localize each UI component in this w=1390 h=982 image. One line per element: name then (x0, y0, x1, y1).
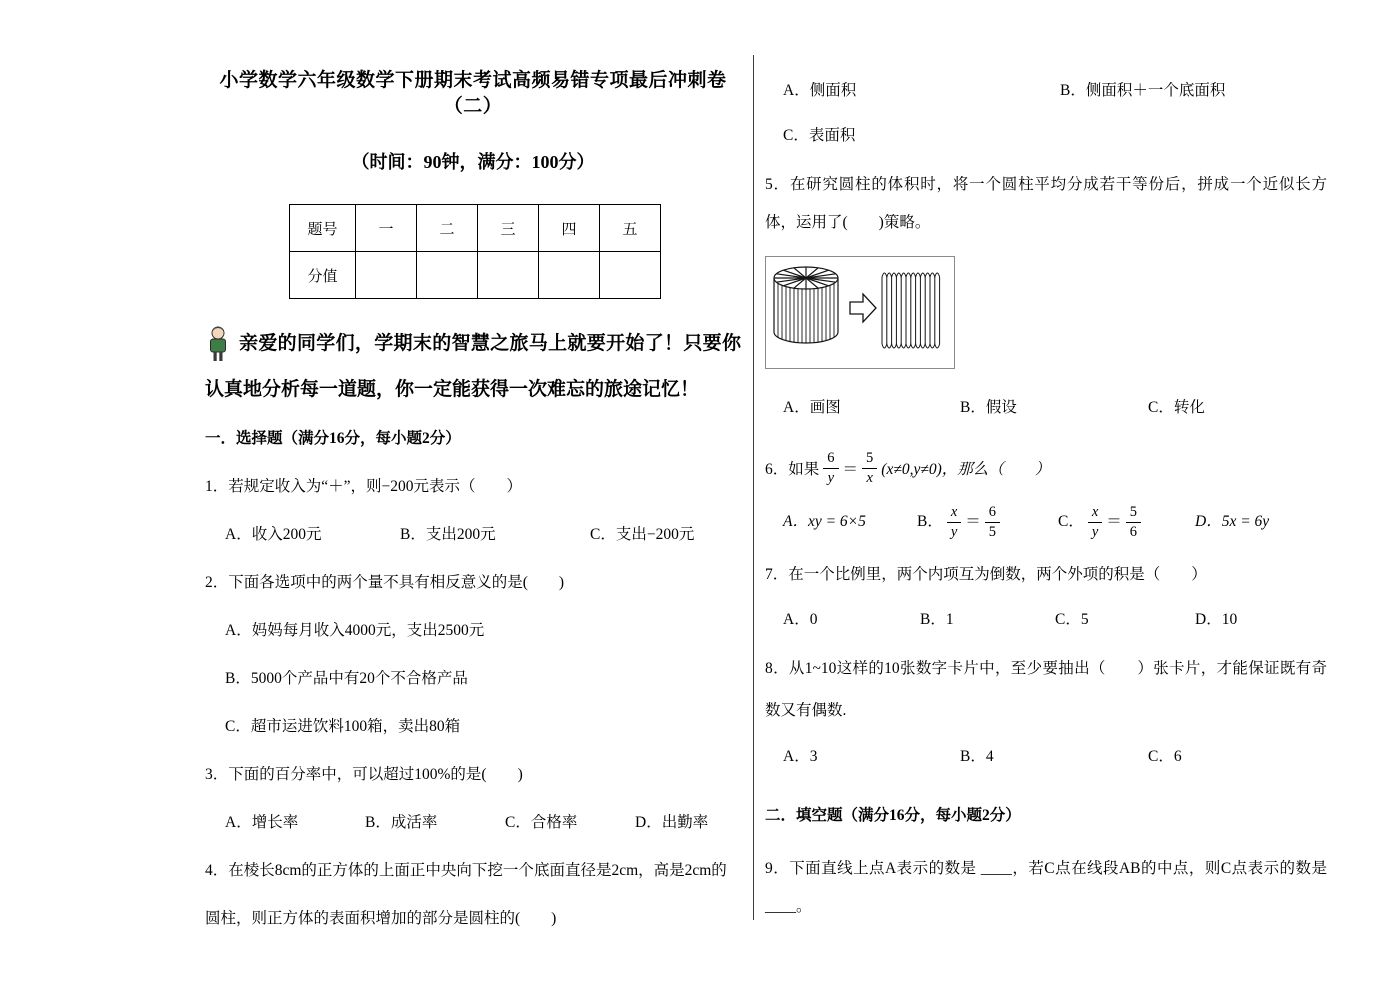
q1-option-b: B．支出200元 (400, 526, 496, 543)
score-cell (417, 252, 478, 299)
right-arrow-icon (850, 294, 876, 322)
q2-text: 2．下面各选项中的两个量不具有相反意义的是( ) (205, 574, 565, 591)
section-heading-choice: 一．选择题（满分16分，每小题2分） (205, 430, 461, 447)
equals-sign: ＝ (842, 461, 859, 478)
score-cell (600, 252, 661, 299)
q3-option-d: D．出勤率 (635, 814, 709, 831)
intro-paragraph (205, 321, 741, 413)
q6-option-a: A．xy = 6×5 (783, 513, 866, 530)
q7-option-b: B．1 (920, 611, 954, 628)
fraction (947, 504, 961, 540)
q9-text: 9．下面直线上点A表示的数是 ____，若C点在线段AB的中点，则C点表示的数是 ____。 (765, 860, 1327, 915)
q5-option-b: B．假设 (960, 399, 1017, 416)
score-cell (356, 252, 417, 299)
q3-option-b: B．成活率 (365, 814, 438, 831)
equals-sign: ＝ (1106, 513, 1122, 530)
q8-option-a: A．3 (783, 748, 818, 765)
q8-text: 8．从1~10这样的10张数字卡片中，至少要抽出（ ）张卡片，才能保证既有奇数又有偶数. (765, 660, 1327, 719)
option-label: B． (917, 513, 943, 530)
fraction-denominator: 6 (1129, 523, 1138, 540)
student-cartoon-image (205, 325, 231, 363)
q2-option-a: A．妈妈每月收入4000元，支出2500元 (225, 622, 485, 639)
score-table-col-4: 四 (539, 205, 600, 252)
q6-lead: 6．如果 (765, 461, 820, 478)
fraction (823, 450, 838, 486)
q4-text: 4．在棱长8cm的正方体的上面正中央向下挖一个底面直径是2cm，高是2cm的圆柱，则正方体的表面积增加的部分是圆柱的( ) (205, 862, 727, 927)
q7-option-d: D．10 (1195, 611, 1238, 628)
fraction (985, 504, 1000, 540)
cylinder-to-prism-figure (768, 260, 950, 360)
fraction (1088, 504, 1102, 540)
column-divider (753, 55, 754, 920)
equals-sign: ＝ (965, 513, 981, 530)
q8-option-b: B．4 (960, 748, 994, 765)
fraction-numerator: x (947, 504, 961, 523)
q6-text (765, 440, 1327, 496)
fraction (862, 450, 877, 486)
left-column (205, 68, 741, 943)
q4-option-b: B．侧面积＋一个底面积 (1060, 82, 1226, 99)
q1-option-c: C．支出−200元 (590, 526, 695, 543)
q5-option-a: A．画图 (783, 399, 841, 416)
fraction-denominator: y (1091, 523, 1099, 540)
fraction-denominator: x (866, 469, 873, 486)
score-table-header-row (290, 205, 661, 252)
fraction-numerator: 5 (862, 450, 877, 469)
score-table-col-2: 二 (417, 205, 478, 252)
q6-option-b (917, 498, 1058, 546)
q8-option-c: C．6 (1148, 748, 1182, 765)
q5-figure (765, 256, 955, 369)
score-table-col-3: 三 (478, 205, 539, 252)
q6-options (765, 498, 1327, 546)
score-table-col-5: 五 (600, 205, 661, 252)
score-table-score-label: 分值 (290, 252, 356, 299)
fraction-denominator: y (950, 523, 958, 540)
q4-options-row1 (765, 68, 1327, 113)
page-title: 小学数学六年级数学下册期末考试高频易错专项最后冲刺卷（二） (219, 70, 727, 117)
q3-option-c: C．合格率 (505, 814, 578, 831)
q7-text: 7．在一个比例里，两个内项互为倒数，两个外项的积是（ ） (765, 566, 1207, 583)
q1-options (205, 511, 741, 559)
q6-option-c (1058, 498, 1195, 546)
q3-options (205, 799, 741, 847)
fraction-numerator: 6 (985, 504, 1000, 523)
fraction (1126, 504, 1141, 540)
q7-options (765, 597, 1327, 642)
score-cell (478, 252, 539, 299)
q5-option-c: C．转化 (1148, 399, 1205, 416)
score-table-score-row (290, 252, 661, 299)
q4-option-c: C．表面积 (783, 127, 856, 144)
q1-text: 1．若规定收入为“＋”，则−200元表示（ ） (205, 478, 523, 495)
choice-section (205, 415, 741, 943)
q3-text: 3．下面的百分率中，可以超过100%的是( ) (205, 766, 523, 783)
right-column (765, 68, 1327, 926)
q7-option-c: C．5 (1055, 611, 1089, 628)
q7-option-a: A．0 (783, 611, 818, 628)
q1-option-a: A．收入200元 (225, 526, 322, 543)
q3-option-a: A．增长率 (225, 814, 299, 831)
q2-option-b: B．5000个产品中有20个不合格产品 (225, 670, 468, 687)
q5-text: 5．在研究圆柱的体积时，将一个圆柱平均分成若干等份后，拼成一个近似长方体，运用了( )策略。 (765, 176, 1327, 231)
score-table-col-1: 一 (356, 205, 417, 252)
fraction-numerator: x (1088, 504, 1102, 523)
q6-option-d: D．5x = 6y (1195, 513, 1270, 530)
fraction-numerator: 6 (823, 450, 838, 469)
option-label: C． (1058, 513, 1084, 530)
fraction-denominator: y (827, 469, 835, 486)
q6-tail: (x≠0,y≠0)，那么（ ） (881, 461, 1051, 478)
q4-option-a: A．侧面积 (783, 82, 857, 99)
score-table-header-label: 题号 (290, 205, 356, 252)
intro-text: 亲爱的同学们，学期末的智慧之旅马上就要开始了！只要你认真地分析每一道题，你一定能获得一次难忘的旅途记忆！ (205, 333, 741, 400)
page-subtitle: （时间：90钟，满分：100分） (351, 152, 595, 172)
fraction-numerator: 5 (1126, 504, 1141, 523)
fraction-denominator: 5 (988, 523, 997, 540)
q8-options (765, 734, 1327, 779)
section-heading-fill: 二．填空题（满分16分，每小题2分） (765, 807, 1021, 824)
score-table (289, 204, 661, 299)
q5-options (765, 385, 1327, 430)
score-cell (539, 252, 600, 299)
q2-option-c: C．超市运进饮料100箱，卖出80箱 (225, 718, 461, 735)
